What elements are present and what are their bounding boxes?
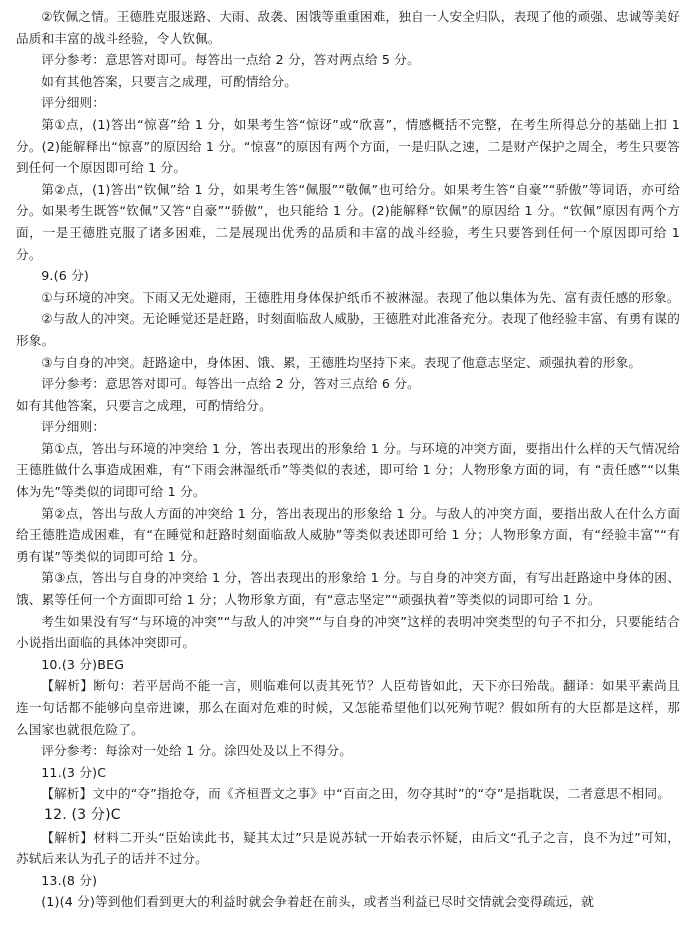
paragraph-2: 评分参考：意思答对即可。每答出一点给 2 分，答对两点给 5 分。	[41, 52, 420, 68]
paragraph-11: 评分参考：意思答对即可。每答出一点给 2 分，答对三点给 6 分。	[41, 376, 420, 392]
paragraph-7: 9.(6 分)	[41, 268, 90, 284]
paragraph-19: 【解析】断句：若平居尚不能一言，则临难何以责其死节？人臣苟皆如此，天下亦曰殆哉。翻译：如果平素尚且连一句话都不能够向皇帝进谏，那么在面对危难的时候，又怎能希望他们以死殉节呢？假如所有的大臣都是这样，那么国家也就很危险了。	[16, 678, 680, 737]
paragraph-18: 10.(3 分)BEG	[41, 656, 125, 672]
paragraph-9: ②与敌人的冲突。无论睡觉还是赶路，时刻面临敌人威胁，王德胜对此准备充分。表现了他经验丰富、有勇有谋的形象。	[16, 311, 680, 348]
paragraph-20: 评分参考：每涂对一处给 1 分。涂四处及以上不得分。	[41, 743, 353, 759]
paragraph-25: 13.(8 分)	[41, 872, 98, 888]
paragraph-26: (1)(4 分)等到他们看到更大的利益时就会争着赶在前头，或者当利益已尽时交情就会变得疏远，就	[41, 894, 595, 910]
paragraph-6: 第②点，(1)答出“钦佩”给 1 分，如果考生答“佩服”“敬佩”也可给分。如果考生答“自豪”“骄傲”等词语，亦可给分。如果考生既答“钦佩”又答“自豪”“骄傲”，也只能给 1 分。(2)能解释“钦佩”的原因给 1 分。“钦佩”原因有两个方面，一是王德胜克服了诸多困难，二是展现出优秀的品质和丰富的战斗经验，考生只要答到任何一个原因即可给 1 分。	[16, 181, 680, 262]
paragraph-23: 12. (3 分)C	[44, 806, 121, 823]
paragraph-15: 第②点，答出与敌人方面的冲突给 1 分，答出表现出的形象给 1 分。与敌人的冲突方面，要指出敌人在什么方面给王德胜造成困难，有“在睡觉和赶路时刻面临敌人威胁”等类似表述即可给 1 分；人物形象方面，有“经验丰富”“有勇有谋”等类似的词即可给 1 分。	[16, 505, 680, 564]
paragraph-22: 【解析】文中的“夺”指抢夺，而《齐桓晋文之事》中“百亩之田，勿夺其时”的“夺”是指耽误，二者意思不相同。	[41, 786, 671, 802]
paragraph-12: 如有其他答案，只要言之成理，可酌情给分。	[16, 397, 272, 413]
paragraph-3: 如有其他答案，只要言之成理，可酌情给分。	[41, 73, 298, 89]
paragraph-13: 评分细则：	[41, 419, 106, 435]
paragraph-1: ②钦佩之情。王德胜克服迷路、大雨、敌袭、困饿等重重困难，独自一人安全归队，表现了他的顽强、忠诚等美好品质和丰富的战斗经验，令人钦佩。	[16, 9, 680, 46]
paragraph-8: ①与环境的冲突。下雨又无处避雨，王德胜用身体保护纸币不被淋湿。表现了他以集体为先、富有责任感的形象。	[41, 289, 680, 305]
paragraph-21: 11.(3 分)C	[41, 764, 107, 780]
paragraph-10: ③与自身的冲突。赶路途中，身体困、饿、累，王德胜均坚持下来。表现了他意志坚定、顽强执着的形象。	[41, 354, 642, 370]
paragraph-5: 第①点，(1)答出“惊喜”给 1 分，如果考生答“惊讶”或“欣喜”，情感概括不完整，在考生所得总分的基础上扣 1 分。(2)能解释出“惊喜”的原因给 1 分。“惊喜”的原因有两个方面，一是归队之速，二是财产保护之周全，考生只要答到任何一个原因即可给 1 分。	[16, 116, 680, 176]
paragraph-16: 第③点，答出与自身的冲突给 1 分，答出表现出的形象给 1 分。与自身的冲突方面，有写出赶路途中身体的困、饿、累等任何一个方面即可给 1 分；人物形象方面，有“意志坚定”“顽强执着”等类似的词即可给 1 分。	[16, 570, 680, 608]
paragraph-24: 【解析】材料二开头“臣始读此书，疑其太过”只是说苏轼一开始表示怀疑，由后文“孔子之言，良不为过”可知，苏轼后来认为孔子的话并不过分。	[16, 829, 680, 867]
paragraph-4: 评分细则：	[41, 95, 106, 111]
paragraph-14: 第①点，答出与环境的冲突给 1 分，答出表现出的形象给 1 分。与环境的冲突方面，要指出什么样的天气情况给王德胜做什么事造成困难，有“下雨会淋湿纸币”等类似的表述，即可给 1 分；人物形象方面的词，有 “责任感”“以集体为先”等类似的词即可给 1 分。	[16, 440, 680, 500]
paragraph-17: 考生如果没有写“与环境的冲突”“与敌人的冲突”“与自身的冲突”这样的表明冲突类型的句子不扣分，只要能结合小说指出面临的具体冲突即可。	[16, 613, 680, 651]
